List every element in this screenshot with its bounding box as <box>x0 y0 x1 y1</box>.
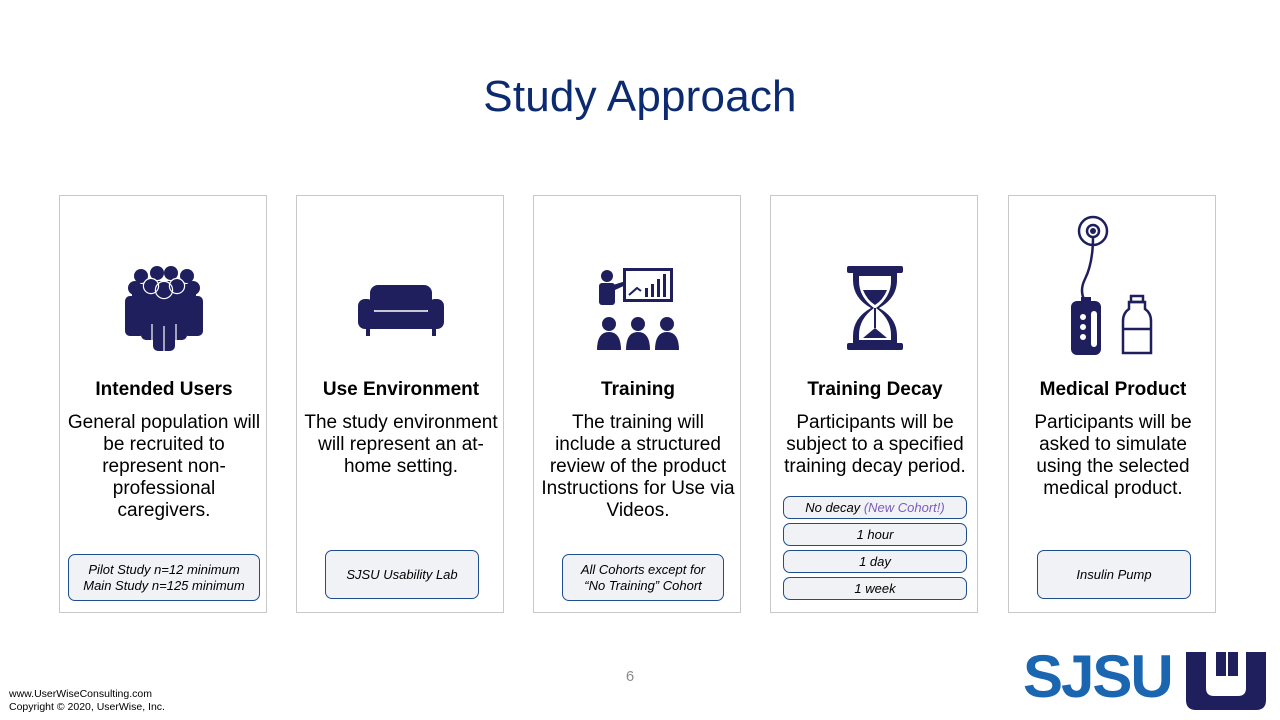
card-title: Intended Users <box>95 379 233 400</box>
card-training-decay <box>770 195 978 613</box>
tag-line: Main Study n=125 minimum <box>83 577 245 593</box>
tag-pill <box>783 523 967 546</box>
tag-pill <box>68 554 260 601</box>
card-body: The study environment will represent an at-home setting. <box>304 412 498 477</box>
card-body: Participants will be subject to a specified training decay period. <box>784 412 966 477</box>
userwise-logo-icon <box>1186 652 1266 715</box>
tag-line: 1 week <box>854 580 896 596</box>
page-number: 6 <box>625 668 635 685</box>
tag-line: 1 hour <box>856 526 894 542</box>
tag-line: All Cohorts except for <box>580 561 706 577</box>
tag-line: “No Training” Cohort <box>584 577 702 593</box>
footer <box>9 688 165 714</box>
slide-title: Study Approach <box>483 72 797 121</box>
tag-pill <box>562 554 724 601</box>
tag-line: Pilot Study n=12 minimum <box>88 561 240 577</box>
card-title: Use Environment <box>322 379 480 400</box>
card-body: The training will include a structured review of the product Instructions for Use via Videos. <box>541 412 735 521</box>
footer-copyright: Copyright © 2020, UserWise, Inc. <box>9 701 165 713</box>
hourglass-icon <box>771 254 979 364</box>
footer-website: www.UserWiseConsulting.com <box>9 688 152 700</box>
card-body: Participants will be asked to simulate using the selected medical product. <box>1034 412 1192 499</box>
sjsu-logo: SJSU <box>1023 643 1172 710</box>
tag-line: No decay <box>805 499 861 515</box>
sofa-icon <box>297 254 505 364</box>
tag-line: 1 day <box>859 553 891 569</box>
card-medical-product <box>1008 195 1216 613</box>
tag-pill <box>783 550 967 573</box>
tag-line: Insulin Pump <box>1076 566 1152 582</box>
tag-pill <box>783 577 967 600</box>
presentation-training-icon <box>534 254 742 364</box>
tag-accent: (New Cohort!) <box>863 499 945 515</box>
group-of-people-icon <box>60 254 268 364</box>
card-body: General population will be recruited to represent non-professional caregivers. <box>67 412 261 521</box>
card-training <box>533 195 741 613</box>
tag-pill <box>1037 550 1191 599</box>
card-title: Training Decay <box>807 379 943 400</box>
card-title: Medical Product <box>1039 379 1187 400</box>
tag-pill <box>325 550 479 599</box>
card-intended-users <box>59 195 267 613</box>
tag-pill <box>783 496 967 519</box>
card-use-environment <box>296 195 504 613</box>
tag-line: SJSU Usability Lab <box>346 566 458 582</box>
card-title: Training <box>601 379 675 400</box>
insulin-pump-icon <box>1009 208 1217 368</box>
